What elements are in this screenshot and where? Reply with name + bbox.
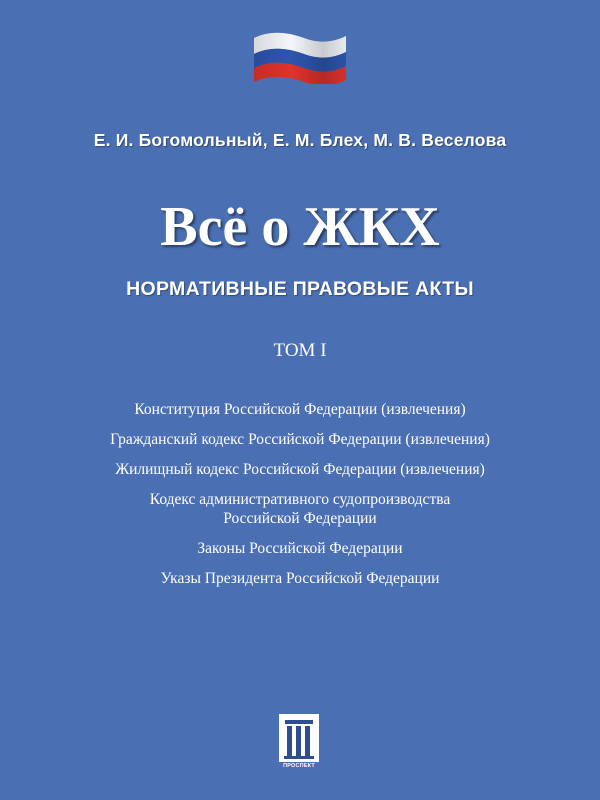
volume-number: ТОМ I: [273, 340, 327, 361]
contents-item: [0, 460, 600, 479]
contents-item-text: Конституция Российской Федерации (извлечения): [134, 401, 466, 418]
book-subtitle: НОРМАТИВНЫЕ ПРАВОВЫЕ АКТЫ: [126, 278, 474, 300]
russian-flag-icon: [250, 26, 350, 84]
contents-item: [0, 569, 600, 588]
publisher-name: ПРОСПЕКТ: [283, 763, 315, 769]
book-title: Всё о ЖКХ: [160, 196, 440, 258]
contents-list: [0, 400, 600, 599]
contents-item: [0, 400, 600, 419]
contents-item: [0, 430, 600, 449]
contents-item-text: Законы Российской Федерации: [197, 540, 403, 557]
contents-item: [0, 539, 600, 558]
authors: Е. И. Богомольный, Е. М. Блех, М. В. Веселова: [93, 130, 507, 150]
contents-item-text: Жилищный кодекс Российской Федерации (извлечения): [115, 461, 485, 478]
contents-item-text-continued: Российской Федерации: [223, 510, 377, 527]
contents-item: [0, 490, 600, 528]
contents-item-text: Гражданский кодекс Российской Федерации (извлечения): [110, 431, 490, 448]
contents-item-text: Указы Президента Российской Федерации: [160, 570, 440, 587]
contents-item-text: Кодекс административного судопроизводства: [149, 491, 451, 508]
